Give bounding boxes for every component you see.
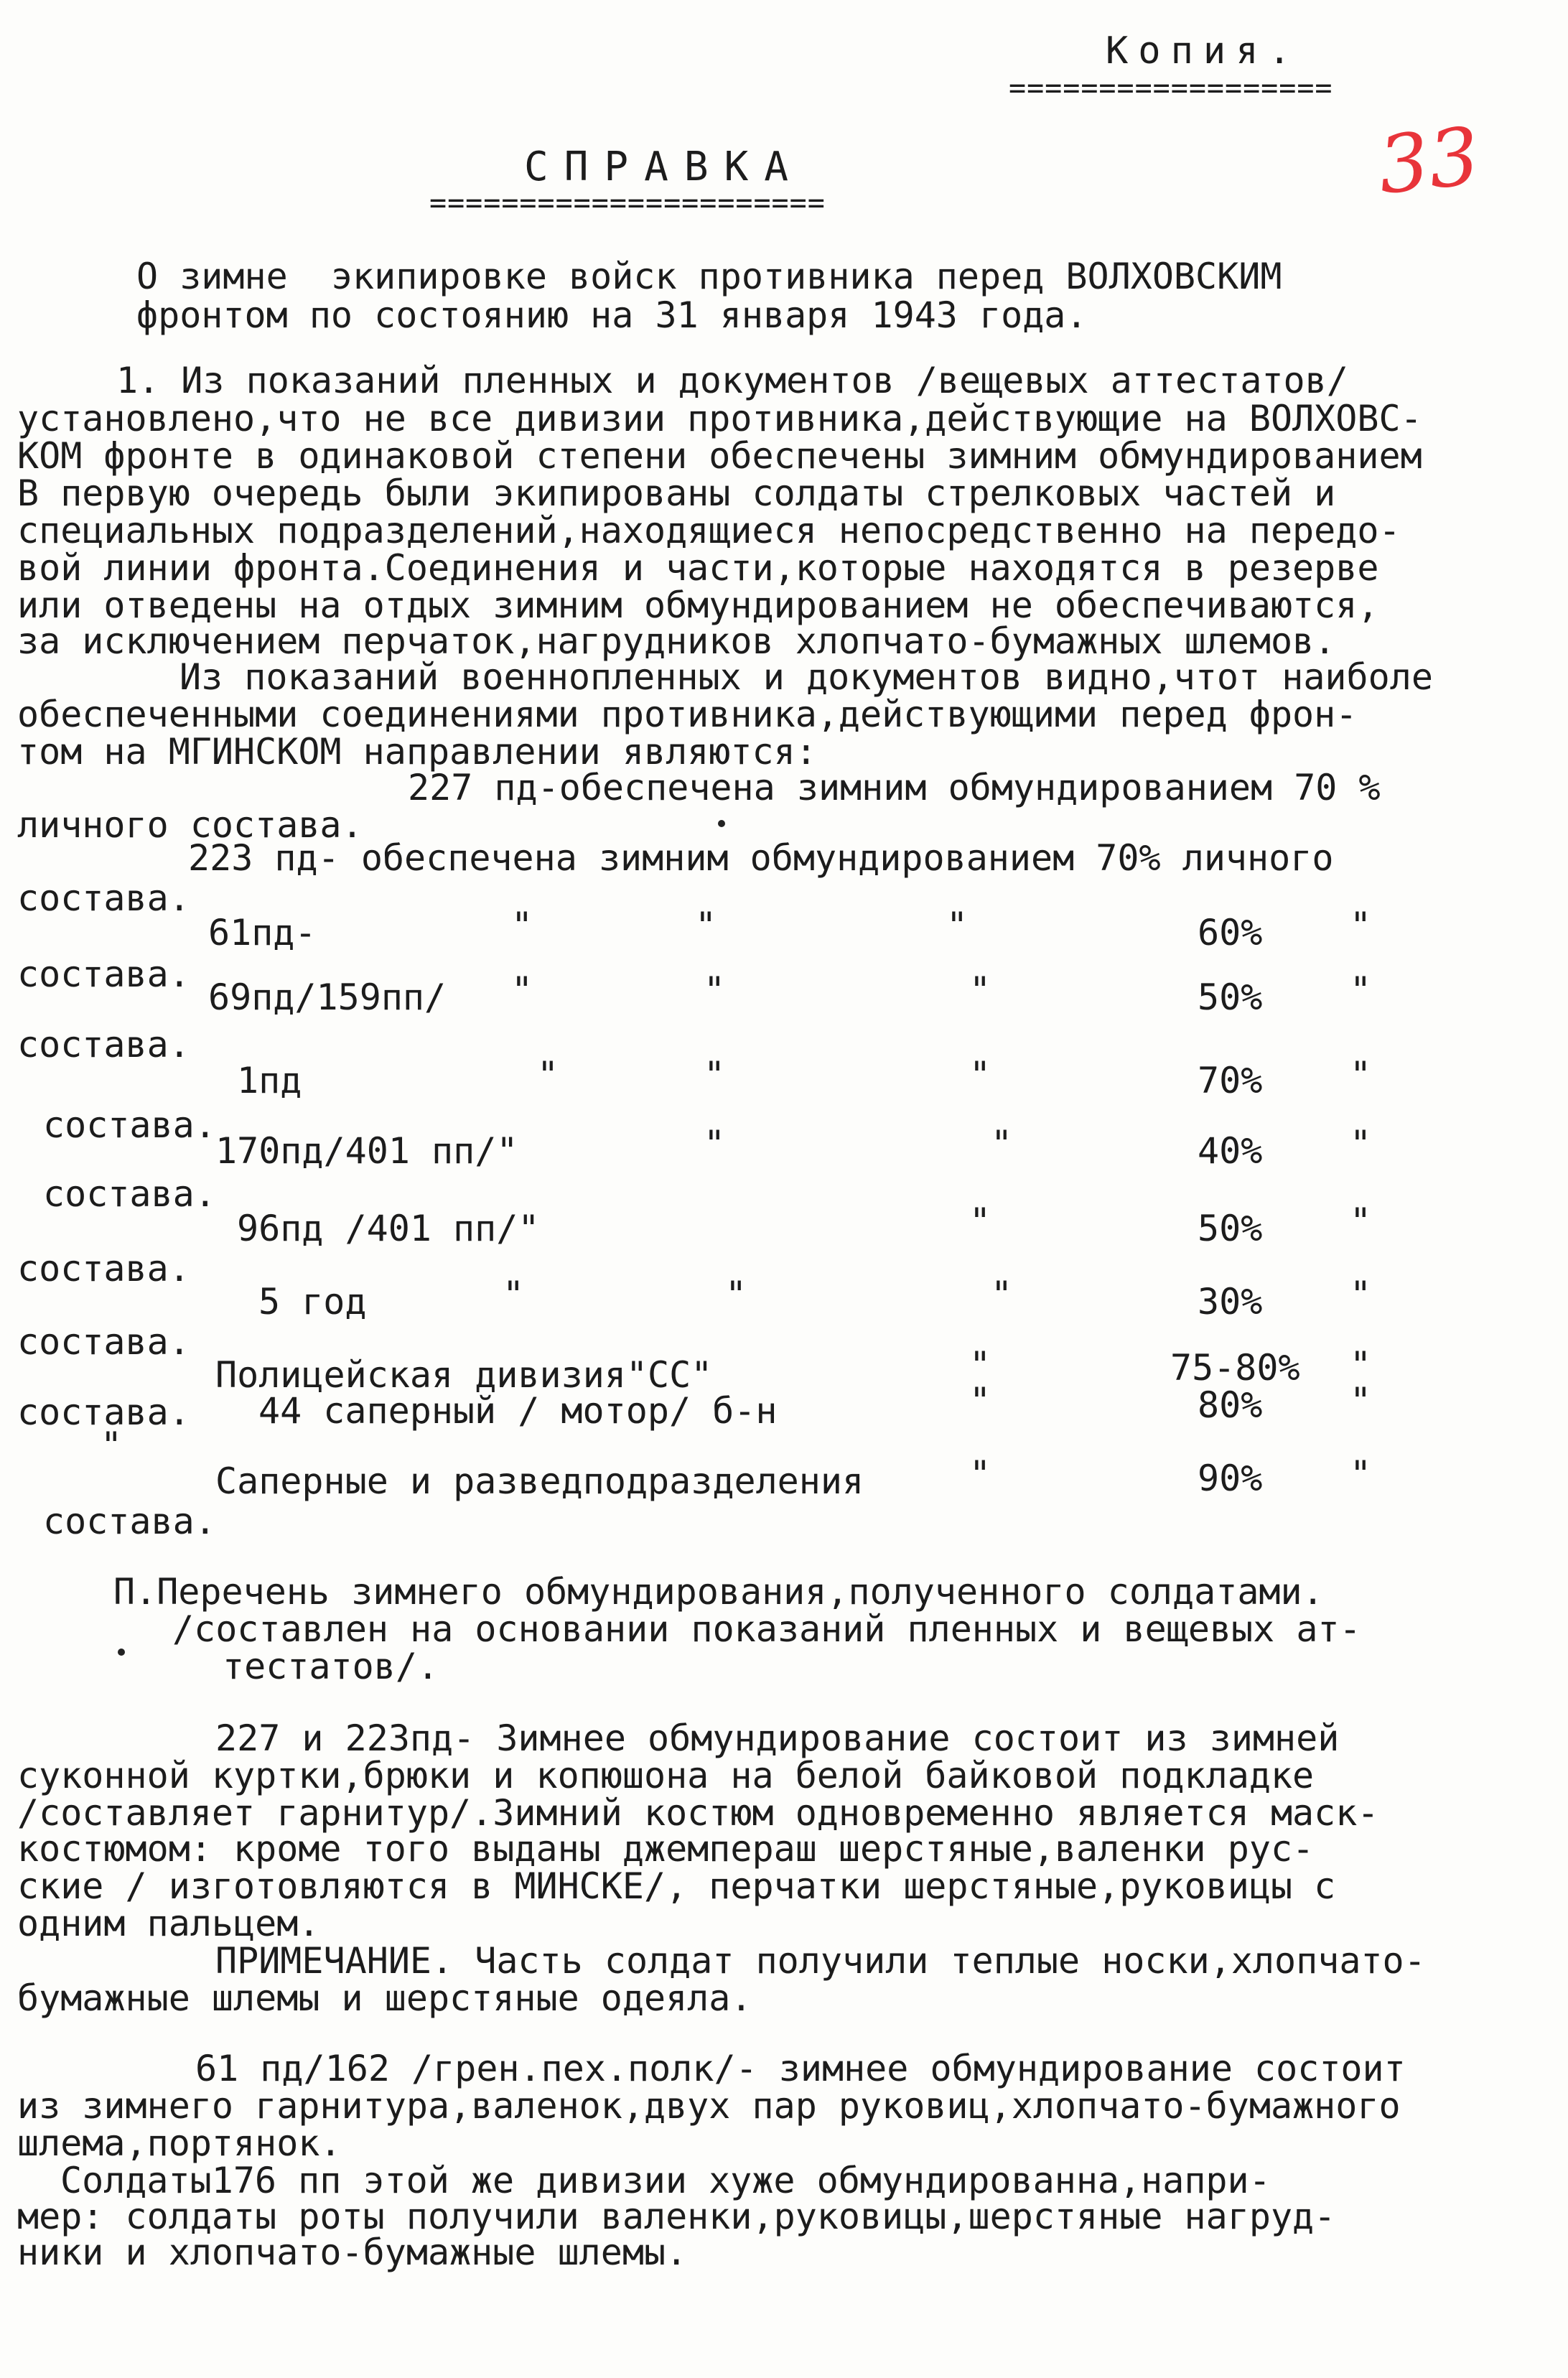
section1-line: Из показаний военнопленных и документов видно,чтот наиболе (179, 656, 1433, 698)
section1-line: состава. (17, 877, 190, 919)
ditto-mark: " (969, 1453, 991, 1495)
ditto-mark: " (725, 1274, 747, 1315)
section1-line: 227 пд-обеспечена зимним обмундированием 70 % (408, 767, 1381, 808)
title-underline: ====================== (429, 187, 826, 220)
ditto-mark: " (1350, 1054, 1372, 1096)
ditto-mark: " (511, 905, 533, 946)
ditto-mark: " (969, 1054, 991, 1096)
copy-underline: ================== (1009, 72, 1333, 105)
unit-tail: состава. (17, 1321, 190, 1363)
section1-line: за исключением перчаток,нагрудников хлопчато-бумажных шлемов. (17, 620, 1336, 662)
paragraph-line: суконной куртки,брюки и копюшона на белой байковой подкладке (17, 1755, 1315, 1796)
section1-line: или отведены на отдых зимним обмундированием не обеспечиваются, (17, 584, 1379, 626)
section1-line: вой линии фронта.Соединения и части,которые находятся в резерве (17, 547, 1379, 589)
ditto-mark: " (1350, 1344, 1372, 1386)
ditto-mark: " (101, 1425, 123, 1466)
page-number-stamp: 33 (1373, 110, 1484, 212)
ink-dot (718, 820, 725, 827)
ditto-mark: " (991, 1123, 1013, 1165)
unit-tail: состава. (43, 1104, 216, 1146)
subject-line: фронтом по состоянию на 31 января 1943 года. (136, 294, 1088, 336)
subject-line: О зимне экипировке войск противника перед ВОЛХОВСКИМ (136, 256, 1282, 297)
paragraph-line: 61 пд/162 /грен.пех.полк/- зимнее обмундирование состоит (195, 2048, 1406, 2089)
unit-name: 44 саперный / мотор/ б-н (258, 1390, 778, 1432)
ditto-mark: " (1350, 1453, 1372, 1495)
section1-line: том на МГИНСКОМ направлении являются: (17, 731, 817, 773)
section1-line: 1. Из показаний пленных и документов /вещевых аттестатов/ (116, 360, 1348, 401)
unit-name: 69пд/159пп/ (208, 976, 447, 1018)
section1-line: 223 пд- обеспечена зимним обмундированием 70% личного (188, 837, 1334, 879)
section1-line: специальных подразделений,находящиеся непосредственно на передо- (17, 510, 1401, 551)
ditto-mark: " (946, 905, 969, 946)
unit-percent: 70% (1198, 1060, 1263, 1101)
paragraph-line: одним пальцем. (17, 1903, 320, 1944)
unit-name: Саперные и разведподразделения (215, 1460, 864, 1502)
unit-tail: состава. (17, 1024, 190, 1066)
unit-percent: 50% (1198, 976, 1263, 1018)
ditto-mark: " (537, 1054, 559, 1096)
paragraph-line: ские / изготовляются в МИНСКЕ/, перчатки шерстяные,руковицы с (17, 1865, 1336, 1907)
ditto-mark: " (1350, 1380, 1372, 1422)
paragraph-line: /составляет гарнитур/.Зимний костюм одновременно является маск- (17, 1792, 1379, 1834)
paragraph-line: шлема,портянок. (17, 2122, 342, 2164)
unit-percent: 50% (1198, 1208, 1263, 1249)
unit-name: 61пд- (208, 912, 317, 953)
unit-percent: 75-80% (1170, 1347, 1300, 1389)
unit-percent: 40% (1198, 1130, 1263, 1172)
section2-line: П.Перечень зимнего обмундирования,полученного солдатами. (113, 1571, 1324, 1613)
ditto-mark: " (1350, 1200, 1372, 1242)
ink-dot (118, 1649, 125, 1656)
unit-tail: состава. (17, 1248, 190, 1290)
unit-name: 170пд/401 пп/" (215, 1130, 518, 1172)
unit-name: 1пд (237, 1060, 302, 1101)
ditto-mark: " (969, 1380, 991, 1422)
section2-line: /составлен на основании показаний пленных и вещевых ат- (172, 1608, 1361, 1650)
section2-line: тестатов/. (223, 1646, 439, 1687)
section1-line: КОМ фронте в одинаковой степени обеспечены зимним обмундированием (17, 435, 1422, 477)
ditto-mark: " (704, 1123, 726, 1165)
unit-tail: состава. (17, 953, 190, 995)
section1-line: обеспеченными соединениями противника,действующими перед фрон- (17, 694, 1358, 735)
unit-name: 5 год (258, 1281, 367, 1323)
unit-tail: состава. (43, 1501, 216, 1542)
section1-line: личного состава. (17, 804, 363, 846)
ditto-mark: " (969, 969, 991, 1011)
ditto-mark: " (1350, 905, 1372, 946)
unit-tail: состава. (43, 1173, 216, 1215)
unit-percent: 90% (1198, 1458, 1263, 1499)
unit-percent: 60% (1198, 912, 1263, 953)
document-title: СПРАВКА (524, 144, 805, 190)
paragraph-line: из зимнего гарнитура,валенок,двух пар руковиц,хлопчато-бумажного (17, 2085, 1401, 2127)
ditto-mark: " (991, 1274, 1013, 1315)
ditto-mark: " (704, 1054, 726, 1096)
ditto-mark: " (695, 905, 717, 946)
copy-label: Копия. (1106, 29, 1301, 73)
ditto-mark: " (1350, 969, 1372, 1011)
unit-name: Полицейская дивизия"СС" (215, 1354, 713, 1396)
ditto-mark: " (511, 969, 533, 1011)
unit-percent: 30% (1198, 1281, 1263, 1323)
ditto-mark: " (1350, 1274, 1372, 1315)
ditto-mark: " (503, 1274, 525, 1315)
ditto-mark: " (704, 969, 726, 1011)
unit-name: 96пд /401 пп/" (237, 1208, 540, 1249)
section1-line: установлено,что не все дивизии противника,действующие на ВОЛХОВС- (17, 398, 1422, 439)
ditto-mark: " (969, 1200, 991, 1242)
paragraph-line: костюмом: кроме того выданы джемпераш шерстяные,валенки рус- (17, 1828, 1315, 1870)
paragraph-line: ники и хлопчато-бумажные шлемы. (17, 2232, 688, 2273)
ditto-mark: " (1350, 1123, 1372, 1165)
paragraph-line: Солдаты176 пп этой же дивизии хуже обмундированна,напри- (60, 2160, 1271, 2201)
paragraph-line: бумажные шлемы и шерстяные одеяла. (17, 1977, 752, 2019)
section1-line: В первую очередь были экипированы солдаты стрелковых частей и (17, 472, 1336, 514)
unit-percent: 80% (1198, 1384, 1263, 1426)
paragraph-line: мер: солдаты роты получили валенки,руковицы,шерстяные нагруд- (17, 2196, 1336, 2237)
ditto-mark: " (969, 1344, 991, 1386)
paragraph-line: 227 и 223пд- Зимнее обмундирование состоит из зимней (215, 1717, 1340, 1759)
unit-side-label: состава. (17, 1391, 190, 1433)
paragraph-line: ПРИМЕЧАНИЕ. Часть солдат получили теплые носки,хлопчато- (215, 1940, 1426, 1982)
